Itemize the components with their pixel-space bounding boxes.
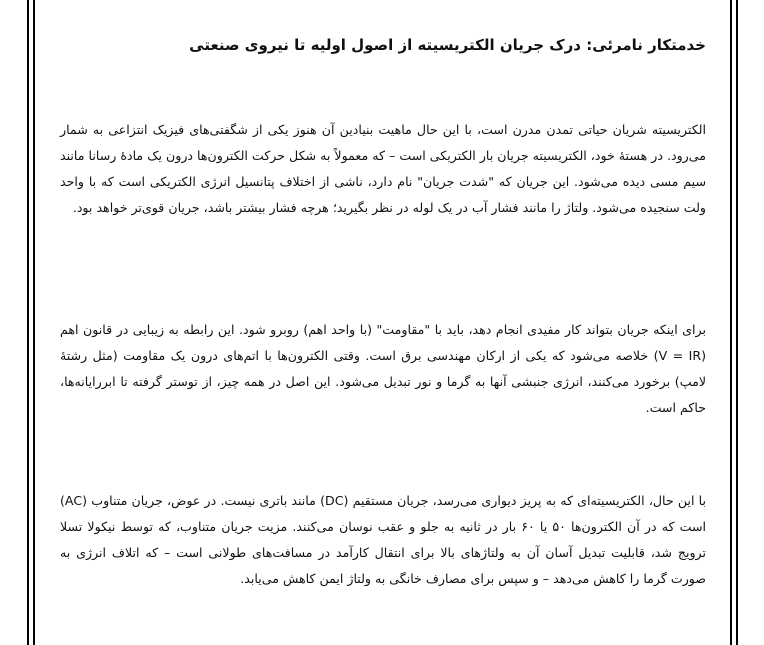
paragraph-alternating-current: با این حال، الکتریسیته‌ای که به پریز دیواری می‌رسد، جریان مستقیم (DC) مانند باتری نیست. در عوض، جریان متناوب (AC) است که در آن الکترون‌ها ۵۰ یا ۶۰ بار در ثانیه به جلو و عقب نوسان می‌کنند. مزیت جریان متناوب، که توسط نیکولا تسلا ترویج شد، قابلیت تبدیل آسان آن به ولتاژهای بالا برای انتقال کارآمد در مسافت‌های طولانی است – که اتلاف انرژی به صورت گرما را کاهش می‌دهد – و سپس برای مصارف خانگی به ولتاژ ایمن کاهش می‌یابد.: [60, 493, 707, 586]
page-border-right-outer: [736, 0, 738, 645]
document-page: [60, 0, 706, 645]
paragraph-ohms-law: برای اینکه جریان بتواند کار مفیدی انجام دهد، باید با "مقاومت" (با واحد اهم) روبرو شود. این رابطه به زیبایی در قانون اهم (V = IR) خلاصه می‌شود که یکی از ارکان مهندسی برق است. وقتی الکترون‌ها با اتم‌های درون یک مقاومت (مثل رشتهٔ لامپ) برخورد می‌کنند، انرژی جنبشی آنها به گرما و نور تبدیل می‌شود. این اصل در همه چیز، از توستر گرفته تا ابررایانه‌ها، حاکم است.: [60, 322, 706, 415]
page-border-right-inner: [730, 0, 732, 645]
page-border-left-outer: [27, 0, 29, 645]
document-title: خدمتکار نامرئی: درک جریان الکتریسیته از اصول اولیه تا نیروی صنعتی: [189, 36, 706, 54]
paragraph-electricity-basics: الکتریسیته شریان حیاتی تمدن مدرن است، با این حال ماهیت بنیادین آن هنوز یکی از شگفتی‌های فیزیک انتزاعی به شمار می‌رود. در هستهٔ خود، الکتریسیته جریان بار الکتریکی است – که معمولاً به شکل حرکت الکترون‌ها درون یک مادهٔ رسانا مانند سیم مسی دیده می‌شود. این جریان که "شدت جریان" نام دارد، ناشی از اختلاف پتانسیل انرژی الکتریکی است که با واحد ولت سنجیده می‌شود. ولتاژ را مانند فشار آب در یک لوله در نظر بگیرید؛ هرچه فشار بیشتر باشد، جریان قوی‌تر خواهد بود.: [60, 122, 706, 215]
page-border-left-inner: [33, 0, 35, 645]
